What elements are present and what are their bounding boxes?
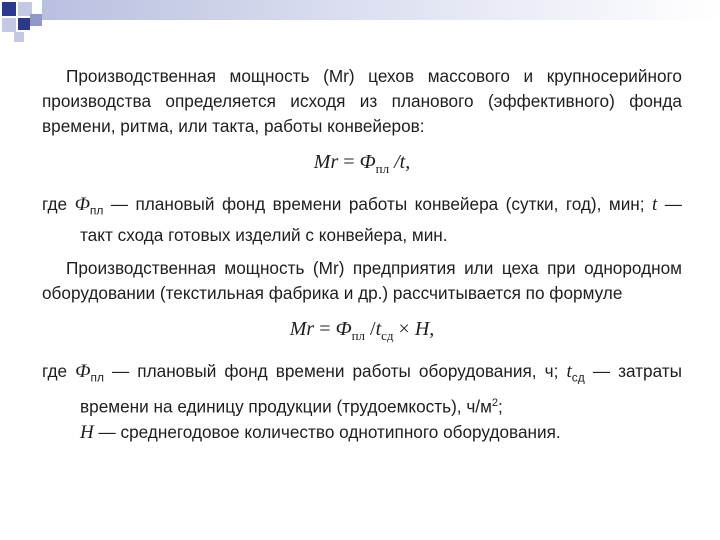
where-2-text3: — среднегодовое количество однотипного оборудования. <box>98 421 561 442</box>
where-2-sym1-sub: пл <box>90 370 104 385</box>
decor-square <box>2 2 16 16</box>
where-1-sym1-sub: пл <box>89 203 104 218</box>
where-1-text2: — такт схода готовых изделий с конвейера, мин. <box>80 194 682 246</box>
formula-2-h: H, <box>414 318 435 341</box>
formula-2-fund: Ф <box>335 318 352 341</box>
where-2-sym2-sub: сд <box>571 370 585 385</box>
where-1-text1: — плановый фонд времени работы конвейера (сутки, год), мин; <box>110 194 645 214</box>
formula-2-eq: = <box>319 318 331 341</box>
formula-2 <box>42 316 682 349</box>
decor-square <box>18 18 30 30</box>
where-2-sym1: Ф <box>75 361 91 383</box>
formula-2-t-sub: сд <box>381 328 394 344</box>
slide-content <box>42 64 682 445</box>
where-2-text2-end: ; <box>498 396 503 417</box>
formula-2-lhs: Mr <box>289 318 315 341</box>
where-2-text2-sup: 2 <box>491 396 499 409</box>
paragraph-2: Производственная мощность (Mr) предприятия или цеха при однородном оборудовании (текстильная фабрика и др.) рассчитывается по формуле <box>42 258 682 304</box>
formula-1-fund: Ф <box>359 151 376 173</box>
decor-square <box>2 18 16 32</box>
formula-2-slash: / <box>370 318 376 341</box>
formula-1 <box>42 149 682 182</box>
formula-2-fund-sub: пл <box>351 328 366 344</box>
where-2-sym2: t <box>566 361 572 383</box>
formula-1-lhs: Mr <box>313 151 339 173</box>
decor-square <box>30 14 42 26</box>
where-2-text1: — плановый фонд времени работы оборудования, ч; <box>112 361 559 382</box>
formula-2-times: × <box>398 318 410 341</box>
paragraph-1: Производственная мощность (Mr) цехов массового и крупносерийного производства определяется исходя из планового (эффективного) фонда времени, ритма, или такта, работы конвейеров: <box>42 66 682 136</box>
formula-1-eq: = <box>343 151 355 173</box>
where-1-sym2: t <box>652 194 658 215</box>
formula-1-rest: /t, <box>394 151 411 173</box>
where-2-lead: где <box>42 361 68 382</box>
formula-1-fund-sub: пл <box>375 161 390 176</box>
where-1-lead: где <box>42 194 68 214</box>
where-1-sym1: Ф <box>74 194 90 215</box>
definitions-2 <box>42 359 682 444</box>
definitions-1 <box>42 192 682 248</box>
formula-2-t: t <box>375 318 382 341</box>
decor-square <box>14 32 24 42</box>
where-2-sym3: H <box>80 421 94 443</box>
where-2-text2: — затраты времени на единицу продукции (трудоемкость), ч/м <box>80 361 682 417</box>
header-gradient-bar <box>42 0 720 20</box>
